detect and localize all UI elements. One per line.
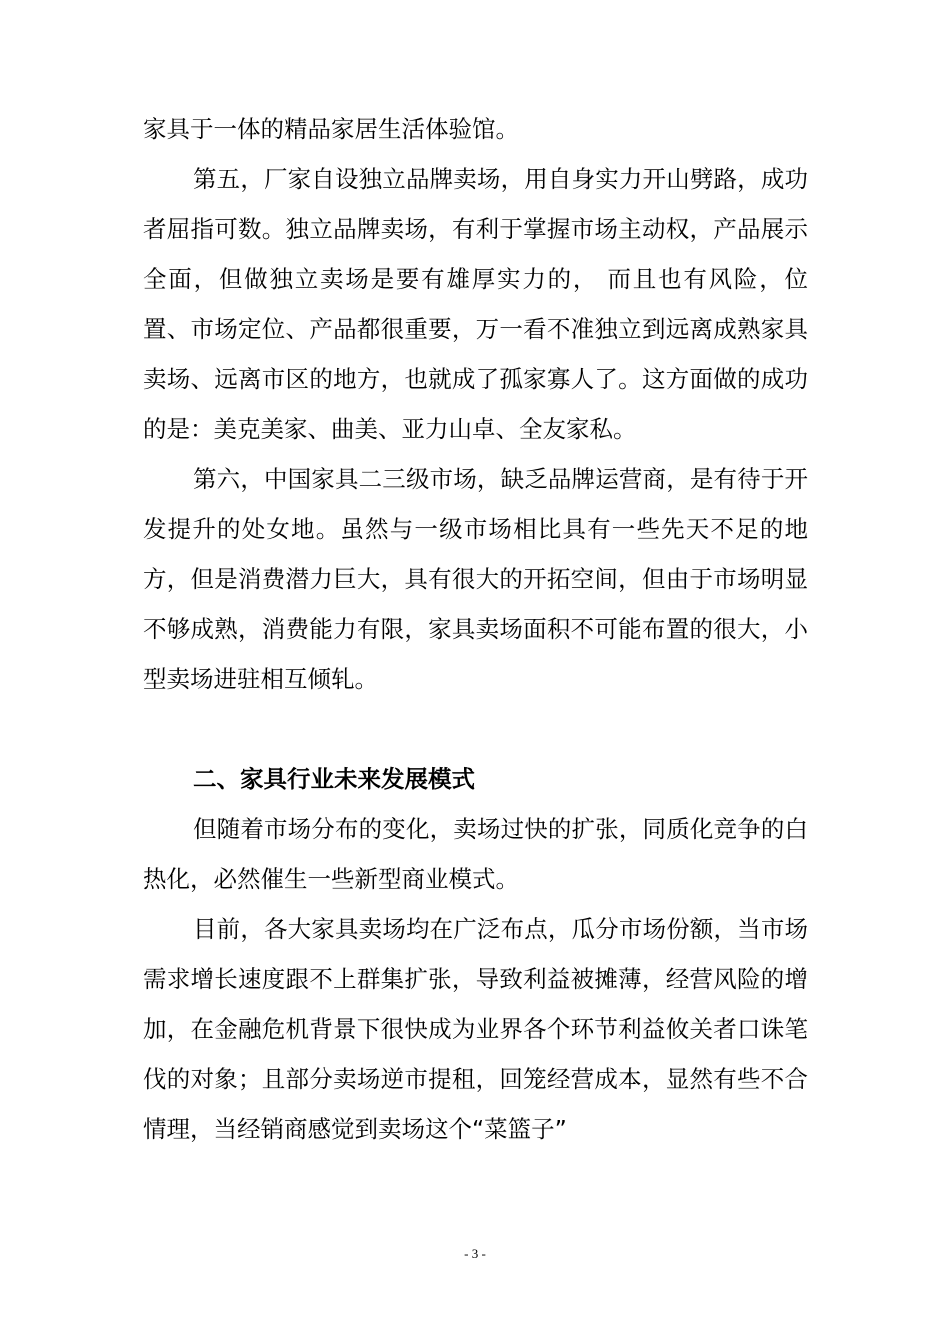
paragraph-current-situation: 目前，各大家具卖场均在广泛布点，瓜分市场份额，当市场需求增长速度跟不上群集扩张，导致利益被摊薄，经营风险的增加，在金融危机背景下很快成为业界各个环节利益攸关者口诛笔伐的对象；且部分卖场逆市提租，回笼经营成本，显然有些不合情理，当经销商感觉到卖场这个“菜篮子” [143, 915, 808, 1143]
blank-line [143, 704, 808, 754]
document-body [143, 104, 808, 1154]
paragraph-sixth-point: 第六，中国家具二三级市场，缺乏品牌运营商，是有待于开发提升的处女地。虽然与一级市场相比具有一些先天不足的地方，但是消费潜力巨大，具有很大的开拓空间，但由于市场明显不够成熟，消费能力有限，家具卖场面积不可能布置的很大，小型卖场进驻相互倾轧。 [143, 465, 808, 693]
section-heading: 二、家具行业未来发展模式 [193, 765, 475, 793]
paragraph-fifth-point: 第五，厂家自设独立品牌卖场，用自身实力开山劈路，成功者屈指可数。独立品牌卖场，有利于掌握市场主动权，产品展示全面，但做独立卖场是要有雄厚实力的， 而且也有风险，位置、市场定位、产品都很重要，万一看不准独立到远离成熟家具卖场、远离市区的地方，也就成了孤家寡人了。这方面做的成功的是：美克美家、曲美、亚力山卓、全友家私。 [143, 165, 808, 443]
paragraph-market-change: 但随着市场分布的变化，卖场过快的扩张，同质化竞争的白热化，必然催生一些新型商业模式。 [143, 815, 808, 893]
paragraph-continuation: 家具于一体的精品家居生活体验馆。 [143, 115, 519, 143]
page-number: - 3 - [464, 1246, 486, 1261]
